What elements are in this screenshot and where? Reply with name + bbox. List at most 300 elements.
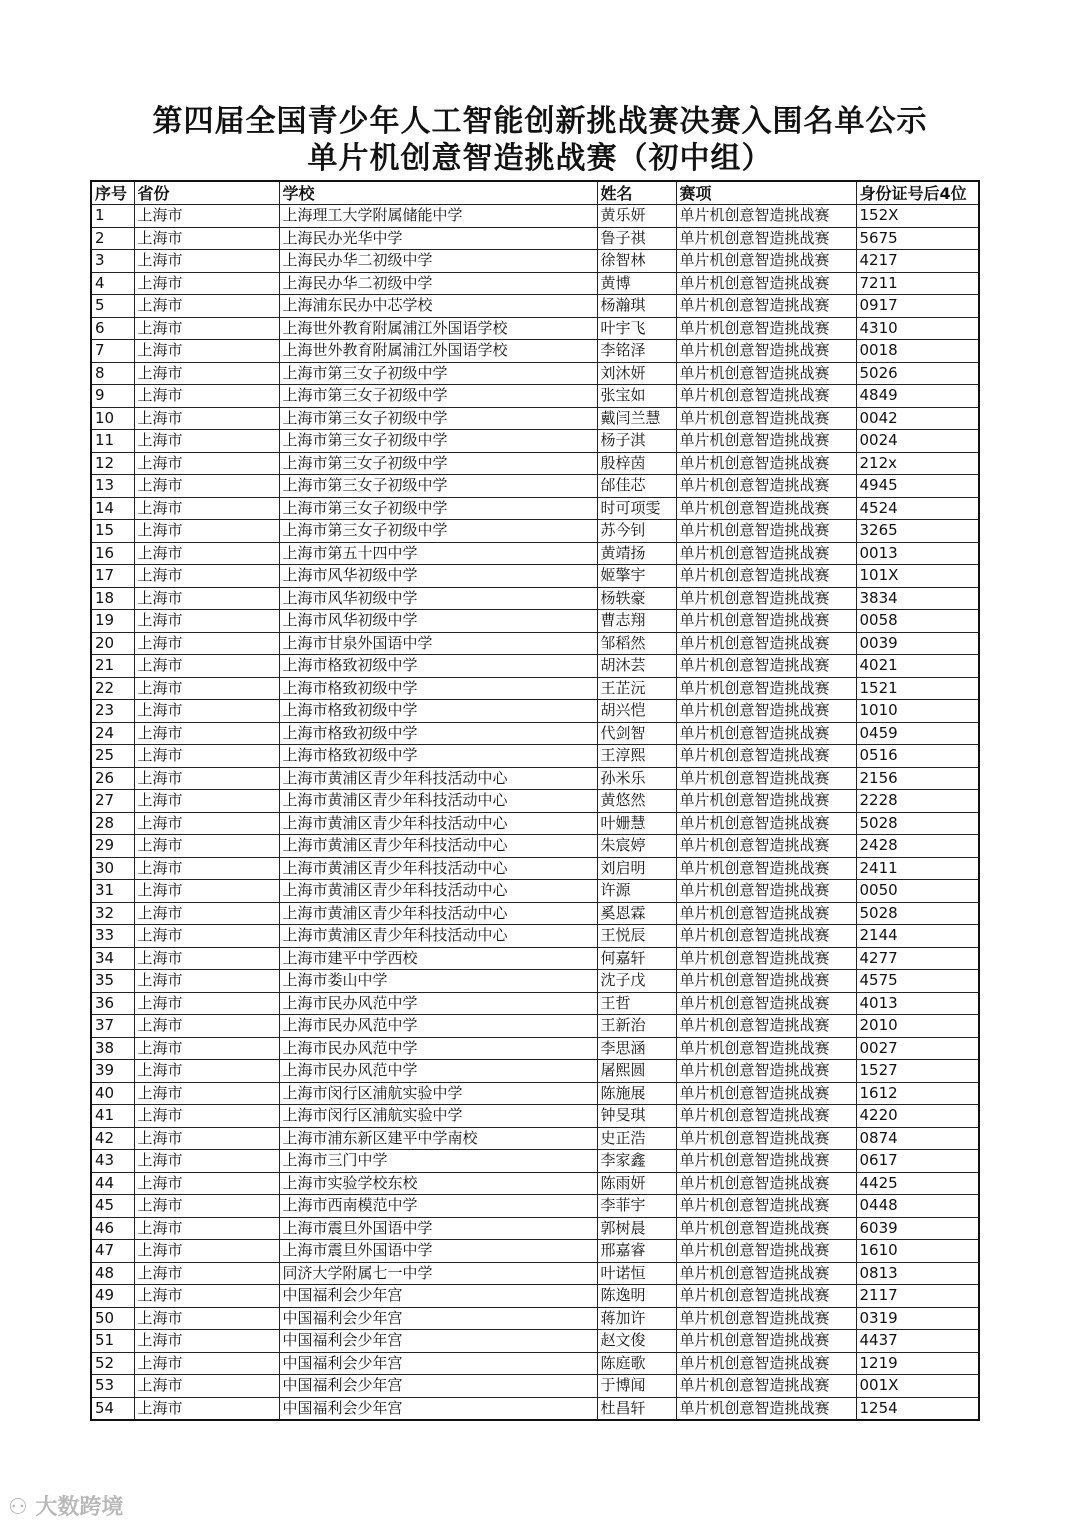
cell-school: 上海市风华初级中学	[279, 565, 597, 588]
cell-province: 上海市	[134, 317, 279, 340]
table-row	[91, 1330, 979, 1353]
cell-id-suffix: 0050	[856, 880, 979, 903]
cell-index: 51	[91, 1330, 134, 1353]
table-row	[91, 767, 979, 790]
cell-school: 上海市第三女子初级中学	[279, 497, 597, 520]
cell-id-suffix: 2117	[856, 1285, 979, 1308]
cell-name: 刘启明	[597, 857, 676, 880]
cell-index: 40	[91, 1082, 134, 1105]
cell-index: 50	[91, 1307, 134, 1330]
cell-province: 上海市	[134, 1060, 279, 1083]
table-row	[91, 1060, 979, 1083]
cell-school: 上海市格致初级中学	[279, 677, 597, 700]
cell-event: 单片机创意智造挑战赛	[676, 1330, 856, 1353]
cell-event: 单片机创意智造挑战赛	[676, 452, 856, 475]
cell-province: 上海市	[134, 1397, 279, 1420]
cell-province: 上海市	[134, 812, 279, 835]
table-row	[91, 340, 979, 363]
cell-id-suffix: 0058	[856, 610, 979, 633]
cell-event: 单片机创意智造挑战赛	[676, 1375, 856, 1398]
cell-name: 李家鑫	[597, 1150, 676, 1173]
cell-school: 中国福利会少年宫	[279, 1330, 597, 1353]
cell-province: 上海市	[134, 902, 279, 925]
cell-id-suffix: 3834	[856, 587, 979, 610]
cell-id-suffix: 2144	[856, 925, 979, 948]
cell-province: 上海市	[134, 1195, 279, 1218]
cell-index: 35	[91, 970, 134, 993]
cell-event: 单片机创意智造挑战赛	[676, 205, 856, 228]
table-row	[91, 632, 979, 655]
cell-province: 上海市	[134, 790, 279, 813]
cell-event: 单片机创意智造挑战赛	[676, 272, 856, 295]
table-row	[91, 722, 979, 745]
cell-province: 上海市	[134, 1330, 279, 1353]
cell-index: 25	[91, 745, 134, 768]
cell-name: 时可项雯	[597, 497, 676, 520]
cell-index: 41	[91, 1105, 134, 1128]
cell-name: 王淳熙	[597, 745, 676, 768]
table-row	[91, 1150, 979, 1173]
cell-index: 24	[91, 722, 134, 745]
cell-index: 53	[91, 1375, 134, 1398]
watermark-logo	[8, 1490, 123, 1521]
cell-province: 上海市	[134, 767, 279, 790]
cell-province: 上海市	[134, 925, 279, 948]
cell-school: 上海市民办风范中学	[279, 992, 597, 1015]
cell-name: 邰佳芯	[597, 475, 676, 498]
cell-index: 19	[91, 610, 134, 633]
cell-event: 单片机创意智造挑战赛	[676, 1307, 856, 1330]
table-row	[91, 835, 979, 858]
cell-index: 14	[91, 497, 134, 520]
cell-event: 单片机创意智造挑战赛	[676, 1262, 856, 1285]
table-row	[91, 1217, 979, 1240]
table-row	[91, 1262, 979, 1285]
cell-index: 3	[91, 250, 134, 273]
cell-event: 单片机创意智造挑战赛	[676, 362, 856, 385]
cell-school: 上海市第三女子初级中学	[279, 362, 597, 385]
cell-index: 26	[91, 767, 134, 790]
cell-id-suffix: 3265	[856, 520, 979, 543]
table-row	[91, 497, 979, 520]
cell-province: 上海市	[134, 947, 279, 970]
cell-id-suffix: 6039	[856, 1217, 979, 1240]
cell-school: 中国福利会少年宫	[279, 1397, 597, 1420]
finalist-table	[90, 180, 980, 1421]
cell-name: 陈庭歌	[597, 1352, 676, 1375]
cell-index: 49	[91, 1285, 134, 1308]
cell-index: 10	[91, 407, 134, 430]
cell-event: 单片机创意智造挑战赛	[676, 722, 856, 745]
cell-id-suffix: 4425	[856, 1172, 979, 1195]
cell-name: 鲁子祺	[597, 227, 676, 250]
cell-id-suffix: 4217	[856, 250, 979, 273]
table-row	[91, 992, 979, 1015]
cell-event: 单片机创意智造挑战赛	[676, 947, 856, 970]
table-row	[91, 925, 979, 948]
cell-name: 陈逸明	[597, 1285, 676, 1308]
table-row	[91, 1037, 979, 1060]
header-id-suffix: 身份证号后4位	[856, 181, 979, 205]
cell-id-suffix: 1254	[856, 1397, 979, 1420]
table-row	[91, 655, 979, 678]
cell-name: 苏今钊	[597, 520, 676, 543]
cell-province: 上海市	[134, 970, 279, 993]
table-row	[91, 970, 979, 993]
cell-event: 单片机创意智造挑战赛	[676, 1037, 856, 1060]
cell-province: 上海市	[134, 1105, 279, 1128]
cell-event: 单片机创意智造挑战赛	[676, 520, 856, 543]
cell-event: 单片机创意智造挑战赛	[676, 227, 856, 250]
table-row	[91, 430, 979, 453]
cell-name: 王哲	[597, 992, 676, 1015]
cell-id-suffix: 4524	[856, 497, 979, 520]
cell-id-suffix: 2228	[856, 790, 979, 813]
table-row	[91, 1015, 979, 1038]
table-row	[91, 1195, 979, 1218]
cell-id-suffix: 0018	[856, 340, 979, 363]
cell-name: 黄乐妍	[597, 205, 676, 228]
cell-school: 上海市格致初级中学	[279, 745, 597, 768]
cell-index: 11	[91, 430, 134, 453]
cell-name: 沈子戊	[597, 970, 676, 993]
table-row	[91, 812, 979, 835]
table-row	[91, 452, 979, 475]
cell-province: 上海市	[134, 1217, 279, 1240]
cell-province: 上海市	[134, 880, 279, 903]
cell-index: 38	[91, 1037, 134, 1060]
cell-name: 胡兴恺	[597, 700, 676, 723]
table-row	[91, 902, 979, 925]
cell-school: 上海民办光华中学	[279, 227, 597, 250]
cell-school: 上海市黄浦区青少年科技活动中心	[279, 880, 597, 903]
cell-index: 39	[91, 1060, 134, 1083]
cell-school: 上海市黄浦区青少年科技活动中心	[279, 790, 597, 813]
table-row	[91, 745, 979, 768]
cell-school: 中国福利会少年宫	[279, 1352, 597, 1375]
cell-school: 上海市闵行区浦航实验中学	[279, 1082, 597, 1105]
cell-school: 同济大学附属七一中学	[279, 1262, 597, 1285]
cell-event: 单片机创意智造挑战赛	[676, 1060, 856, 1083]
cell-name: 曹志翔	[597, 610, 676, 633]
cell-province: 上海市	[134, 520, 279, 543]
cell-index: 12	[91, 452, 134, 475]
table-row	[91, 857, 979, 880]
table-row	[91, 1172, 979, 1195]
cell-index: 43	[91, 1150, 134, 1173]
cell-province: 上海市	[134, 1352, 279, 1375]
cell-school: 上海市黄浦区青少年科技活动中心	[279, 835, 597, 858]
cell-id-suffix: 5028	[856, 902, 979, 925]
cell-province: 上海市	[134, 1172, 279, 1195]
cell-school: 上海世外教育附属浦江外国语学校	[279, 340, 597, 363]
cell-id-suffix: 0448	[856, 1195, 979, 1218]
cell-province: 上海市	[134, 1375, 279, 1398]
cell-school: 上海市黄浦区青少年科技活动中心	[279, 925, 597, 948]
cell-school: 上海市民办风范中学	[279, 1015, 597, 1038]
cell-name: 钟旻琪	[597, 1105, 676, 1128]
cell-event: 单片机创意智造挑战赛	[676, 1240, 856, 1263]
cell-event: 单片机创意智造挑战赛	[676, 1105, 856, 1128]
cell-school: 上海市第五十四中学	[279, 542, 597, 565]
cell-event: 单片机创意智造挑战赛	[676, 430, 856, 453]
cell-id-suffix: 4277	[856, 947, 979, 970]
cell-index: 28	[91, 812, 134, 835]
cell-school: 上海市建平中学西校	[279, 947, 597, 970]
cell-province: 上海市	[134, 1240, 279, 1263]
cell-id-suffix: 2411	[856, 857, 979, 880]
cell-province: 上海市	[134, 587, 279, 610]
cell-event: 单片机创意智造挑战赛	[676, 542, 856, 565]
cell-index: 20	[91, 632, 134, 655]
cell-school: 上海理工大学附属储能中学	[279, 205, 597, 228]
cell-school: 上海市第三女子初级中学	[279, 520, 597, 543]
table-row	[91, 1397, 979, 1420]
cell-index: 18	[91, 587, 134, 610]
cell-school: 上海市闵行区浦航实验中学	[279, 1105, 597, 1128]
cell-province: 上海市	[134, 1262, 279, 1285]
header-name: 姓名	[597, 181, 676, 205]
cell-province: 上海市	[134, 272, 279, 295]
table-row	[91, 250, 979, 273]
table-row	[91, 407, 979, 430]
cell-province: 上海市	[134, 632, 279, 655]
cell-name: 朱宸婷	[597, 835, 676, 858]
table-row	[91, 677, 979, 700]
cell-province: 上海市	[134, 1307, 279, 1330]
cell-event: 单片机创意智造挑战赛	[676, 1172, 856, 1195]
cell-event: 单片机创意智造挑战赛	[676, 632, 856, 655]
cell-name: 殷梓茵	[597, 452, 676, 475]
cell-id-suffix: 0013	[856, 542, 979, 565]
table-row	[91, 1352, 979, 1375]
table-row	[91, 205, 979, 228]
cell-id-suffix: 4220	[856, 1105, 979, 1128]
cell-school: 中国福利会少年宫	[279, 1307, 597, 1330]
cell-name: 王芷沅	[597, 677, 676, 700]
cell-event: 单片机创意智造挑战赛	[676, 340, 856, 363]
page-title: 第四届全国青少年人工智能创新挑战赛决赛入围名单公示	[152, 104, 928, 139]
cell-province: 上海市	[134, 1285, 279, 1308]
cell-school: 上海市黄浦区青少年科技活动中心	[279, 812, 597, 835]
cell-school: 上海市格致初级中学	[279, 655, 597, 678]
cell-name: 杨轶豪	[597, 587, 676, 610]
table-row	[91, 565, 979, 588]
table-row	[91, 587, 979, 610]
cell-school: 上海市西南模范中学	[279, 1195, 597, 1218]
cell-event: 单片机创意智造挑战赛	[676, 812, 856, 835]
cell-name: 屠熙圆	[597, 1060, 676, 1083]
cell-index: 17	[91, 565, 134, 588]
table-row	[91, 520, 979, 543]
cell-index: 37	[91, 1015, 134, 1038]
cell-province: 上海市	[134, 1037, 279, 1060]
cell-index: 47	[91, 1240, 134, 1263]
table-row	[91, 700, 979, 723]
cell-name: 赵文俊	[597, 1330, 676, 1353]
cell-id-suffix: 4013	[856, 992, 979, 1015]
cell-event: 单片机创意智造挑战赛	[676, 385, 856, 408]
page-subtitle: 单片机创意智造挑战赛（初中组）	[307, 141, 773, 176]
cell-province: 上海市	[134, 452, 279, 475]
cell-name: 于博闻	[597, 1375, 676, 1398]
cell-event: 单片机创意智造挑战赛	[676, 1285, 856, 1308]
cell-school: 上海市风华初级中学	[279, 610, 597, 633]
cell-school: 上海市第三女子初级中学	[279, 385, 597, 408]
cell-province: 上海市	[134, 1150, 279, 1173]
cell-index: 44	[91, 1172, 134, 1195]
table-row	[91, 542, 979, 565]
cell-event: 单片机创意智造挑战赛	[676, 745, 856, 768]
cell-index: 15	[91, 520, 134, 543]
cell-event: 单片机创意智造挑战赛	[676, 317, 856, 340]
cell-school: 中国福利会少年宫	[279, 1375, 597, 1398]
cell-index: 29	[91, 835, 134, 858]
cell-index: 22	[91, 677, 134, 700]
cell-id-suffix: 2156	[856, 767, 979, 790]
cell-school: 上海民办华二初级中学	[279, 250, 597, 273]
cell-index: 6	[91, 317, 134, 340]
cell-event: 单片机创意智造挑战赛	[676, 1082, 856, 1105]
cell-index: 23	[91, 700, 134, 723]
cell-name: 杨瀚琪	[597, 295, 676, 318]
cell-province: 上海市	[134, 745, 279, 768]
table-row	[91, 1127, 979, 1150]
cell-index: 2	[91, 227, 134, 250]
cell-id-suffix: 0027	[856, 1037, 979, 1060]
cell-province: 上海市	[134, 857, 279, 880]
cell-event: 单片机创意智造挑战赛	[676, 1352, 856, 1375]
header-school: 学校	[279, 181, 597, 205]
cell-event: 单片机创意智造挑战赛	[676, 407, 856, 430]
watermark-icon: ⚇	[8, 1495, 36, 1520]
cell-name: 黄博	[597, 272, 676, 295]
cell-name: 叶宇飞	[597, 317, 676, 340]
cell-school: 上海市第三女子初级中学	[279, 475, 597, 498]
cell-school: 上海市黄浦区青少年科技活动中心	[279, 857, 597, 880]
cell-event: 单片机创意智造挑战赛	[676, 1217, 856, 1240]
cell-name: 许源	[597, 880, 676, 903]
cell-index: 8	[91, 362, 134, 385]
cell-province: 上海市	[134, 250, 279, 273]
cell-province: 上海市	[134, 385, 279, 408]
cell-province: 上海市	[134, 430, 279, 453]
cell-event: 单片机创意智造挑战赛	[676, 880, 856, 903]
table-row	[91, 790, 979, 813]
cell-index: 7	[91, 340, 134, 363]
table-row	[91, 880, 979, 903]
cell-id-suffix: 5675	[856, 227, 979, 250]
cell-event: 单片机创意智造挑战赛	[676, 857, 856, 880]
cell-province: 上海市	[134, 340, 279, 363]
cell-school: 上海市第三女子初级中学	[279, 407, 597, 430]
cell-id-suffix: 0459	[856, 722, 979, 745]
cell-id-suffix: 5028	[856, 812, 979, 835]
cell-school: 上海市三门中学	[279, 1150, 597, 1173]
cell-name: 黄靖扬	[597, 542, 676, 565]
cell-id-suffix: 1010	[856, 700, 979, 723]
cell-province: 上海市	[134, 227, 279, 250]
cell-name: 蒋加许	[597, 1307, 676, 1330]
cell-event: 单片机创意智造挑战赛	[676, 835, 856, 858]
cell-name: 何嘉轩	[597, 947, 676, 970]
table-row	[91, 1375, 979, 1398]
cell-event: 单片机创意智造挑战赛	[676, 1195, 856, 1218]
cell-event: 单片机创意智造挑战赛	[676, 925, 856, 948]
cell-province: 上海市	[134, 677, 279, 700]
cell-name: 张宝如	[597, 385, 676, 408]
cell-province: 上海市	[134, 1127, 279, 1150]
cell-name: 刘沐妍	[597, 362, 676, 385]
cell-province: 上海市	[134, 295, 279, 318]
cell-school: 上海市黄浦区青少年科技活动中心	[279, 902, 597, 925]
cell-index: 33	[91, 925, 134, 948]
cell-province: 上海市	[134, 722, 279, 745]
cell-index: 31	[91, 880, 134, 903]
cell-id-suffix: 2010	[856, 1015, 979, 1038]
cell-province: 上海市	[134, 655, 279, 678]
cell-name: 李铭泽	[597, 340, 676, 363]
cell-school: 上海市民办风范中学	[279, 1060, 597, 1083]
cell-index: 27	[91, 790, 134, 813]
cell-province: 上海市	[134, 992, 279, 1015]
table-row	[91, 385, 979, 408]
cell-event: 单片机创意智造挑战赛	[676, 767, 856, 790]
cell-id-suffix: 0039	[856, 632, 979, 655]
cell-name: 史正浩	[597, 1127, 676, 1150]
cell-name: 杜昌轩	[597, 1397, 676, 1420]
cell-school: 上海浦东民办中芯学校	[279, 295, 597, 318]
cell-id-suffix: 4310	[856, 317, 979, 340]
table-row	[91, 1240, 979, 1263]
cell-index: 46	[91, 1217, 134, 1240]
cell-name: 黄悠然	[597, 790, 676, 813]
cell-name: 郭树晨	[597, 1217, 676, 1240]
cell-event: 单片机创意智造挑战赛	[676, 1150, 856, 1173]
table-row	[91, 947, 979, 970]
cell-index: 21	[91, 655, 134, 678]
cell-event: 单片机创意智造挑战赛	[676, 587, 856, 610]
cell-province: 上海市	[134, 1082, 279, 1105]
cell-school: 中国福利会少年宫	[279, 1285, 597, 1308]
cell-name: 邹稻然	[597, 632, 676, 655]
cell-name: 戴闫兰慧	[597, 407, 676, 430]
cell-name: 邢嘉睿	[597, 1240, 676, 1263]
cell-name: 王新治	[597, 1015, 676, 1038]
table-row	[91, 1285, 979, 1308]
cell-province: 上海市	[134, 407, 279, 430]
cell-event: 单片机创意智造挑战赛	[676, 655, 856, 678]
cell-index: 4	[91, 272, 134, 295]
cell-name: 李思涵	[597, 1037, 676, 1060]
cell-event: 单片机创意智造挑战赛	[676, 610, 856, 633]
cell-event: 单片机创意智造挑战赛	[676, 970, 856, 993]
cell-id-suffix: 1612	[856, 1082, 979, 1105]
table-header-row	[91, 181, 979, 205]
cell-index: 13	[91, 475, 134, 498]
cell-school: 上海市第三女子初级中学	[279, 452, 597, 475]
cell-id-suffix: 7211	[856, 272, 979, 295]
cell-index: 1	[91, 205, 134, 228]
cell-id-suffix: 0024	[856, 430, 979, 453]
cell-name: 孙米乐	[597, 767, 676, 790]
cell-event: 单片机创意智造挑战赛	[676, 250, 856, 273]
cell-province: 上海市	[134, 542, 279, 565]
cell-school: 上海市浦东新区建平中学南校	[279, 1127, 597, 1150]
cell-province: 上海市	[134, 565, 279, 588]
cell-id-suffix: 4575	[856, 970, 979, 993]
cell-name: 代剑智	[597, 722, 676, 745]
